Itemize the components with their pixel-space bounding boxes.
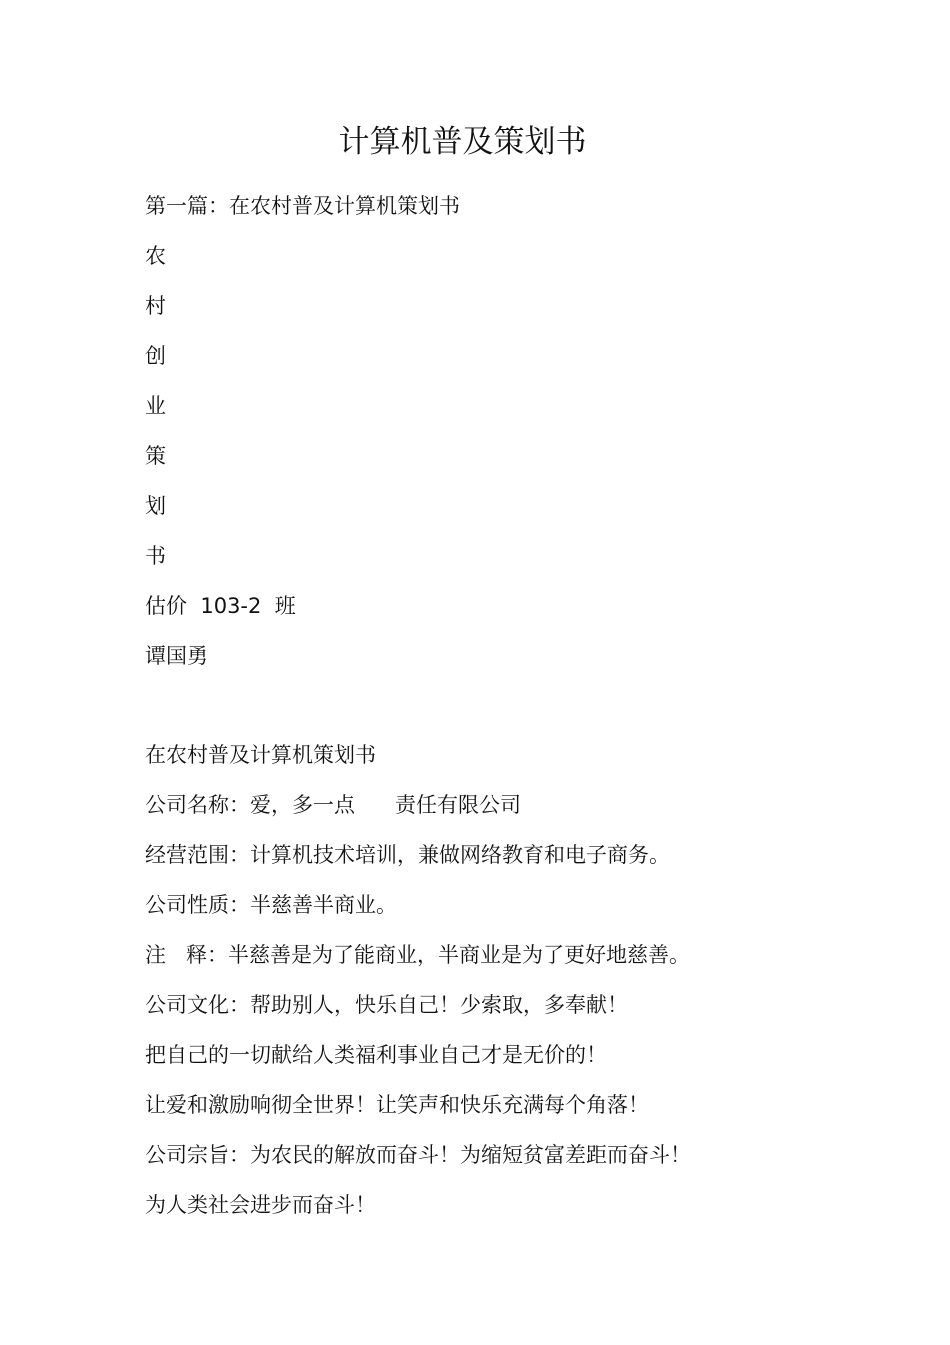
- class-line: 估价 103-2 班: [145, 594, 296, 618]
- company-culture-line: 公司文化：帮助别人，快乐自己！少索取，多奉献！: [145, 993, 628, 1017]
- culture-line-3: 让爱和激励响彻全世界！让笑声和快乐充满每个角落！: [145, 1093, 649, 1117]
- company-mission-line: 公司宗旨：为农民的解放而奋斗！为缩短贫富差距而奋斗！: [145, 1143, 691, 1167]
- mission-line-2: 为人类社会进步而奋斗！: [145, 1193, 376, 1217]
- vertical-char-2: 村: [145, 294, 166, 318]
- business-scope-line: 经营范围：计算机技术培训，兼做网络教育和电子商务。: [145, 843, 670, 867]
- vertical-char-4: 业: [145, 394, 166, 418]
- vertical-char-7: 书: [145, 544, 166, 568]
- culture-line-2: 把自己的一切献给人类福利事业自己才是无价的！: [145, 1043, 607, 1067]
- vertical-char-5: 策: [145, 444, 166, 468]
- company-name-line: 公司名称：爱，多一点 责任有限公司: [145, 793, 522, 817]
- author-line: 谭国勇: [145, 644, 208, 668]
- chapter-heading: 第一篇：在农村普及计算机策划书: [145, 194, 460, 218]
- company-nature-line: 公司性质：半慈善半商业。: [145, 893, 397, 917]
- section-heading: 在农村普及计算机策划书: [145, 743, 376, 767]
- vertical-char-6: 划: [145, 494, 166, 518]
- vertical-char-1: 农: [145, 244, 166, 268]
- note-line: 注 释：半慈善是为了能商业，半商业是为了更好地慈善。: [145, 943, 691, 967]
- vertical-char-3: 创: [145, 344, 166, 368]
- document-title: 计算机普及策划书: [338, 124, 587, 160]
